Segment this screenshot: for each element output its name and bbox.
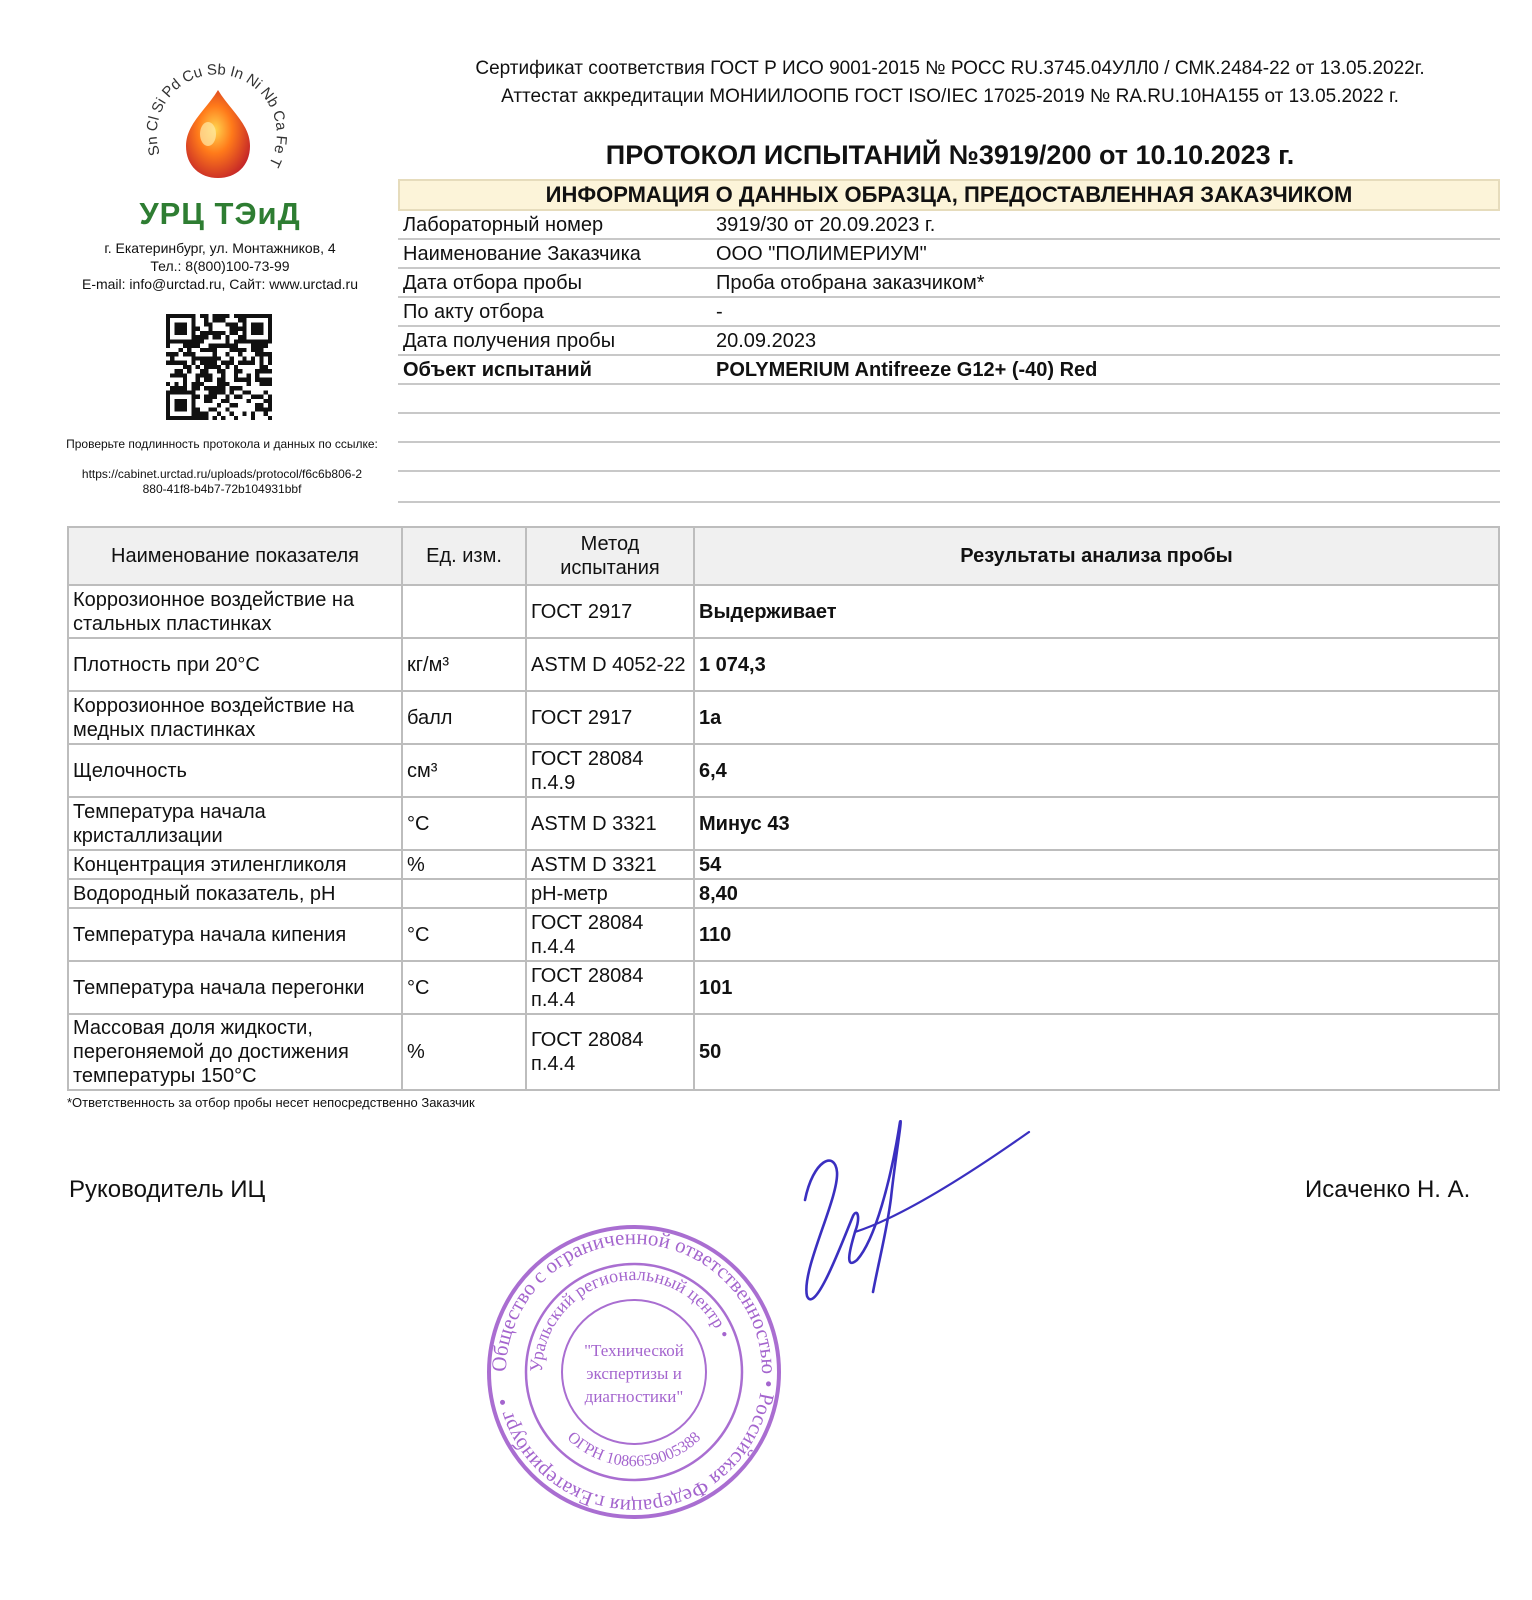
indicator-name: Водородный показатель, pH [68,879,402,908]
info-label: Объект испытаний [403,359,592,381]
protocol-title: ПРОТОКОЛ ИСПЫТАНИЙ №3919/200 от 10.10.2023 г. [605,140,1295,170]
stamp-center-line-1: "Технической [584,1341,684,1360]
table-row [68,961,1499,1014]
verify-url-line-1[interactable]: https://cabinet.urctad.ru/uploads/protocol/f6c6b806-2 [81,467,363,481]
signer-title: Руководитель ИЦ [69,1176,266,1203]
info-row-lab-number [398,211,1500,240]
indicator-unit [402,879,526,908]
indicator-name: Коррозионное воздействие на стальных пластинках [68,585,402,638]
table-row [68,585,1499,638]
info-row-empty [398,474,1500,503]
indicator-method: ГОСТ 28084 п.4.4 [526,961,694,1014]
indicator-result: 6,4 [694,744,1499,797]
stamp-center-line-3: диагностики" [584,1387,684,1406]
company-name: УРЦ ТЭиД [139,196,301,231]
company-address: г. Екатеринбург, ул. Монтажников, 4 [104,240,336,256]
indicator-result: 110 [694,908,1499,961]
sample-info-heading: ИНФОРМАЦИЯ О ДАННЫХ ОБРАЗЦА, ПРЕДОСТАВЛЕННАЯ ЗАКАЗЧИКОМ [398,179,1500,211]
indicator-method: pH-метр [526,879,694,908]
footnote: *Ответственность за отбор пробы несет непосредственно Заказчик [67,1095,475,1110]
indicator-name: Температура начала перегонки [68,961,402,1014]
indicator-name: Температура начала кристаллизации [68,797,402,850]
indicator-method: ГОСТ 28084 п.4.4 [526,1014,694,1090]
indicator-result: 8,40 [694,879,1499,908]
certificate-line: Сертификат соответствия ГОСТ Р ИСО 9001-2015 № РОСС RU.3745.04УЛЛ0 / СМК.2484-22 от 13.05.2022г. [475,58,1425,79]
table-row [68,879,1499,908]
header-indicator: Наименование показателя [68,527,402,585]
info-label: По акту отбора [403,301,544,323]
indicator-result: 50 [694,1014,1499,1090]
info-label: Дата получения пробы [403,330,616,352]
stamp-ogrn: ОГРН 1086659005388 [563,1428,705,1471]
indicator-result: 1 074,3 [694,638,1499,691]
info-row-empty [398,443,1500,472]
info-value: 20.09.2023 [716,330,817,352]
header-method: Метод испытания [526,527,694,585]
verify-url-line-2[interactable]: 880-41f8-b4b7-72b104931bbf [142,482,302,496]
info-label: Лабораторный номер [403,214,604,236]
indicator-method: ASTM D 3321 [526,797,694,850]
indicator-unit: °С [402,908,526,961]
accreditation-line: Аттестат аккредитации МОНИИЛООПБ ГОСТ ISO/IEC 17025-2019 № RA.RU.10НА155 от 13.05.2022 г. [501,86,1399,107]
handwritten-signature [795,1120,1045,1315]
indicator-unit: см³ [402,744,526,797]
table-row [68,797,1499,850]
signer-name: Исаченко Н. А. [1305,1176,1471,1203]
indicator-result: 54 [694,850,1499,879]
indicator-method: ASTM D 3321 [526,850,694,879]
svg-text:ОГРН 1086659005388 [564,1429,704,1471]
info-value: - [716,301,723,323]
indicator-method: ГОСТ 28084 п.4.4 [526,908,694,961]
indicator-result: Минус 43 [694,797,1499,850]
table-row [68,908,1499,961]
logo-element-ring: Sn Cl Si Pd Cu Sb In Ni Nb Ca Fe T [143,62,290,169]
info-value: Проба отобрана заказчиком* [716,272,985,294]
table-row [68,744,1499,797]
header-unit: Ед. изм. [402,527,526,585]
verify-text: Проверьте подлинность протокола и данных по ссылке: [66,437,378,451]
indicator-unit [402,585,526,638]
info-value: 3919/30 от 20.09.2023 г. [716,214,936,236]
stamp-outer-text: Общество с ограниченной ответственностью • Российская Федерация г.Екатеринбург • [486,1224,782,1520]
info-row-customer [398,240,1500,269]
indicator-name: Плотность при 20°С [68,638,402,691]
indicator-unit: °С [402,797,526,850]
indicator-name: Массовая доля жидкости, перегоняемой до достижения температуры 150°С [68,1014,402,1090]
info-row-test-object [398,356,1500,385]
indicator-result: 1а [694,691,1499,744]
header-result: Результаты анализа пробы [694,527,1499,585]
indicator-method: ГОСТ 2917 [526,585,694,638]
indicator-name: Температура начала кипения [68,908,402,961]
indicator-result: Выдерживает [694,585,1499,638]
company-email-site: E-mail: info@urctad.ru, Сайт: www.urctad.ru [81,276,359,292]
indicator-unit: % [402,850,526,879]
info-row-empty [398,414,1500,443]
table-row [68,691,1499,744]
qr-code [166,314,272,420]
table-header-row [68,527,1499,585]
stamp-inner-text: Уральский региональный центр • [525,1263,735,1373]
info-value: POLYMERIUM Antifreeze G12+ (-40) Red [716,359,1098,381]
indicator-unit: % [402,1014,526,1090]
info-row-sampling-date [398,269,1500,298]
info-value: ООО "ПОЛИМЕРИУМ" [716,243,927,265]
indicator-result: 101 [694,961,1499,1014]
indicator-method: ГОСТ 28084 п.4.9 [526,744,694,797]
indicator-unit: балл [402,691,526,744]
table-row [68,850,1499,879]
table-row [68,638,1499,691]
indicator-method: ASTM D 4052-22 [526,638,694,691]
indicator-unit: кг/м³ [402,638,526,691]
indicator-name: Коррозионное воздействие на медных пластинках [68,691,402,744]
company-phone: Тел.: 8(800)100-73-99 [150,258,290,274]
indicator-method: ГОСТ 2917 [526,691,694,744]
indicator-name: Концентрация этиленгликоля [68,850,402,879]
info-row-sampling-act [398,298,1500,327]
table-row [68,1014,1499,1090]
results-table [67,526,1500,1091]
company-logo [138,62,298,198]
info-row-receipt-date [398,327,1500,356]
stamp-center-line-2: экспертизы и [586,1364,682,1383]
info-label: Наименование Заказчика [403,243,641,265]
info-row-empty [398,385,1500,414]
info-label: Дата отбора пробы [403,272,582,294]
indicator-unit: °С [402,961,526,1014]
indicator-name: Щелочность [68,744,402,797]
official-stamp [484,1222,784,1522]
